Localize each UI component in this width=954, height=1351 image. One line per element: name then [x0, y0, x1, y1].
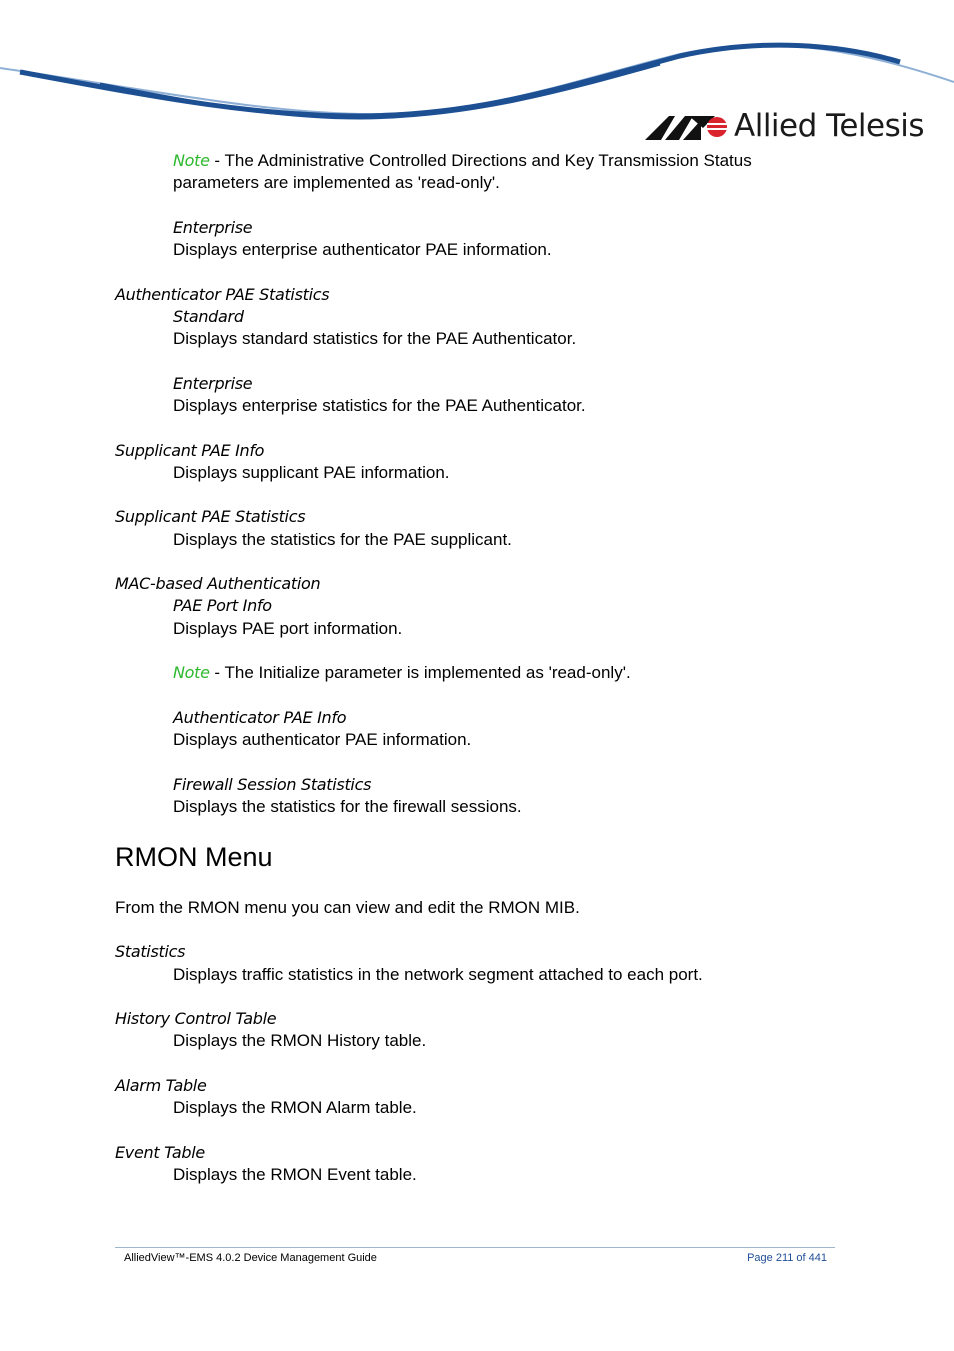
footer-page-number: Page 211 of 441	[747, 1252, 827, 1264]
supp-pae-stats-title: Supplicant PAE Statistics	[115, 507, 306, 526]
event-desc: Displays the RMON Event table.	[173, 1165, 417, 1184]
standard-desc: Displays standard statistics for the PAE Authenticator.	[173, 329, 577, 348]
note-1	[173, 150, 752, 172]
note-text: - The Initialize parameter is implemented as 'read-only'.	[209, 663, 631, 682]
alarm-desc: Displays the RMON Alarm table.	[173, 1098, 417, 1117]
event-title: Event Table	[115, 1143, 205, 1162]
history-title: History Control Table	[115, 1009, 277, 1028]
supp-pae-info-desc: Displays supplicant PAE information.	[173, 463, 450, 482]
mac-auth-title: MAC-based Authentication	[115, 574, 321, 593]
pae-port-info-title: PAE Port Info	[173, 596, 272, 615]
enterprise-2-desc: Displays enterprise statistics for the PAE Authenticator.	[173, 396, 586, 415]
pae-port-info-desc: Displays PAE port information.	[173, 619, 403, 638]
statistics-title: Statistics	[115, 942, 186, 961]
note-2	[173, 662, 631, 684]
history-desc: Displays the RMON History table.	[173, 1031, 427, 1050]
auth-pae-info-title: Authenticator PAE Info	[173, 708, 347, 727]
auth-pae-info-desc: Displays authenticator PAE information.	[173, 730, 472, 749]
note-label: Note	[173, 151, 210, 170]
standard-title: Standard	[173, 307, 244, 326]
note-label: Note	[173, 663, 210, 682]
firewall-desc: Displays the statistics for the firewall sessions.	[173, 797, 522, 816]
alarm-title: Alarm Table	[115, 1076, 207, 1095]
enterprise-1-title: Enterprise	[173, 218, 253, 237]
statistics-desc: Displays traffic statistics in the network segment attached to each port.	[173, 965, 703, 984]
enterprise-1-desc: Displays enterprise authenticator PAE information.	[173, 240, 552, 259]
allied-telesis-logo-icon	[645, 114, 729, 140]
logo-text: Allied Telesis	[734, 108, 924, 144]
auth-pae-stats-title: Authenticator PAE Statistics	[115, 285, 330, 304]
supp-pae-info-title: Supplicant PAE Info	[115, 441, 265, 460]
rmon-intro: From the RMON menu you can view and edit the RMON MIB.	[115, 898, 580, 917]
footer-guide-title: AlliedView™-EMS 4.0.2 Device Management Guide	[124, 1252, 377, 1264]
note-1-continued: parameters are implemented as 'read-only'.	[173, 173, 500, 192]
firewall-title: Firewall Session Statistics	[173, 775, 372, 794]
supp-pae-stats-desc: Displays the statistics for the PAE supplicant.	[173, 530, 512, 549]
note-text: - The Administrative Controlled Directions and Key Transmission Status	[209, 151, 752, 170]
enterprise-2-title: Enterprise	[173, 374, 253, 393]
footer-divider	[115, 1247, 835, 1248]
rmon-menu-heading: RMON Menu	[115, 842, 273, 872]
